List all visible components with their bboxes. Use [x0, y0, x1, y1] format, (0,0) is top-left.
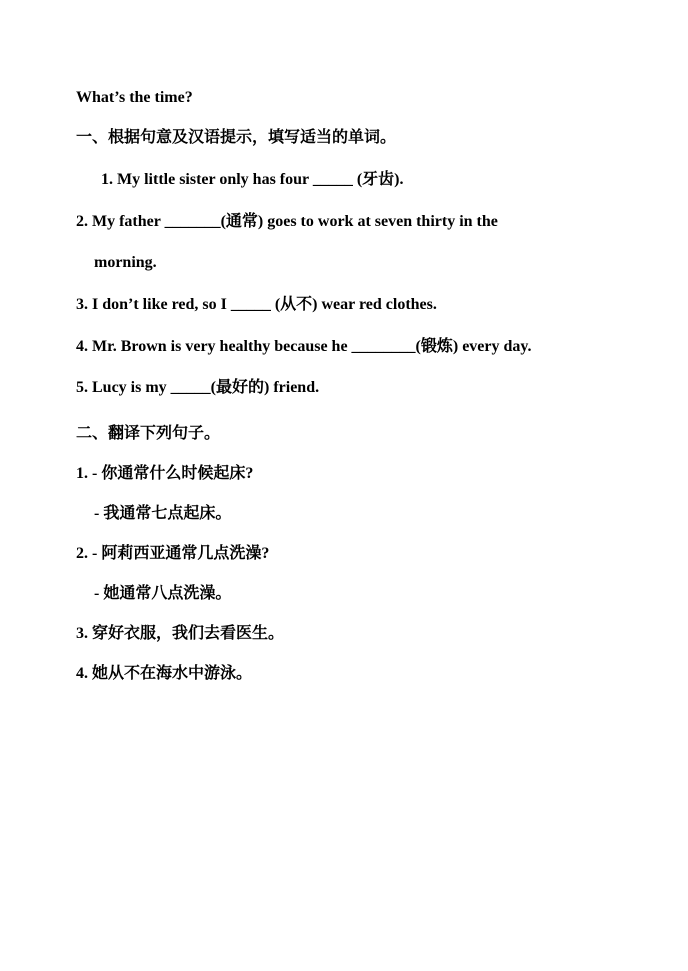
translation-item-answer: - 我通常七点起床。 [94, 505, 232, 522]
exercise-1-item-continuation: morning. [94, 254, 157, 271]
section-1-heading: 一、根据句意及汉语提示，填写适当的单词。 [76, 129, 397, 146]
translation-item-answer: - 她通常八点洗澡。 [94, 585, 232, 602]
exercise-1-item: 5. Lucy is my _____(最好的) friend. [76, 379, 320, 396]
exercise-1-item: 2. My father _______(通常) goes to work at seven thirty in the [76, 213, 498, 230]
page-title: What’s the time? [76, 89, 193, 106]
section-2-heading: 二、翻译下列句子。 [76, 425, 221, 442]
exercise-1-item: 3. I don’t like red, so I _____ (从不) wear red clothes. [76, 296, 437, 313]
translation-item: 2. - 阿莉西亚通常几点洗澡? [76, 545, 270, 562]
translation-item: 4. 她从不在海水中游泳。 [76, 665, 253, 682]
exercise-1-item: 1. My little sister only has four _____ (牙齿). [101, 171, 404, 188]
translation-item: 1. - 你通常什么时候起床? [76, 465, 254, 482]
translation-item: 3. 穿好衣服，我们去看医生。 [76, 625, 285, 642]
exercise-1-item: 4. Mr. Brown is very healthy because he ________(锻炼) every day. [76, 338, 532, 355]
